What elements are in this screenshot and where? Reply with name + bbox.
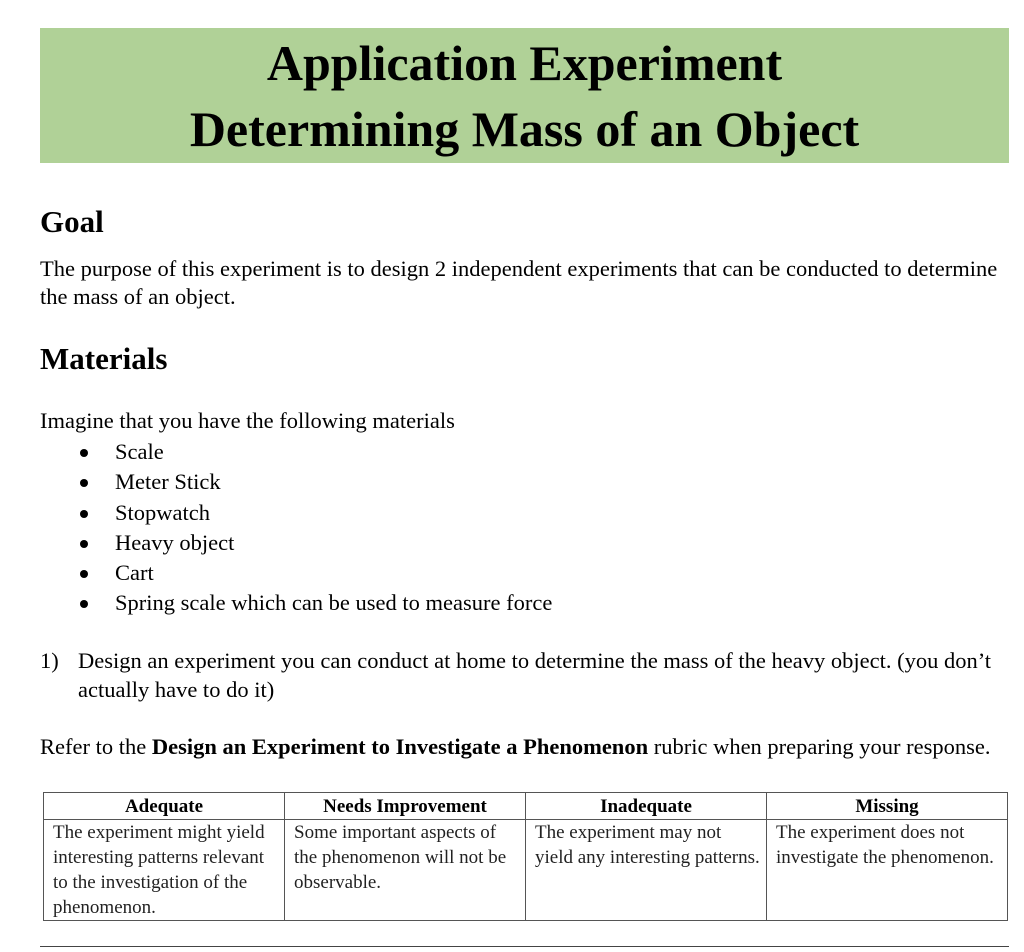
list-item [40,558,552,588]
title-line-1: Application Experiment [266,35,783,91]
question-number: 1) [40,648,59,673]
bottom-rule [40,946,1009,947]
materials-heading: Materials [40,341,168,376]
list-item [40,467,552,497]
cell-inadequate: The experiment may not yield any interesting patterns. [526,820,767,921]
bullet-icon [80,600,88,608]
rubric-note [40,733,1005,761]
rubric-note-suffix: rubric when preparing your response. [648,734,991,759]
title-banner [40,28,1009,163]
header-needs-improvement: Needs Improvement [285,793,526,820]
rubric-note-prefix: Refer to the [40,734,152,759]
bullet-icon [80,540,88,548]
materials-list [40,437,552,619]
table-row [44,820,1008,921]
table-header-row [44,793,1008,820]
cell-missing: The experiment does not investigate the phenomenon. [767,820,1008,921]
goal-heading: Goal [40,204,104,239]
list-item [40,528,552,558]
material-label: Stopwatch [115,499,210,525]
cell-adequate: The experiment might yield interesting patterns relevant to the investigation of the phenomenon. [44,820,285,921]
header-adequate: Adequate [44,793,285,820]
bullet-icon [80,570,88,578]
bullet-icon [80,479,88,487]
material-label: Cart [115,560,154,586]
bullet-icon [80,510,88,518]
bullet-icon [80,449,88,457]
cell-needs-improvement: Some important aspects of the phenomenon will not be observable. [285,820,526,921]
material-label: Meter Stick [115,469,221,495]
materials-intro: Imagine that you have the following materials [40,408,455,433]
list-item [40,437,552,467]
list-item [40,498,552,528]
rubric-table [43,792,1008,921]
goal-text: The purpose of this experiment is to design 2 independent experiments that can be conducted to determine the mass of an object. [40,256,998,309]
header-missing: Missing [767,793,1008,820]
material-label: Spring scale which can be used to measure force [115,590,553,616]
material-label: Scale [115,439,164,464]
title-line-2: Determining Mass of an Object [189,101,860,157]
list-item [40,588,552,618]
question-text: Design an experiment you can conduct at home to determine the mass of the heavy object. (you don’t actually have to do it) [78,648,992,702]
question-1 [40,647,1005,704]
rubric-name: Design an Experiment to Investigate a Phenomenon [151,734,649,759]
material-label: Heavy object [115,529,235,555]
header-inadequate: Inadequate [526,793,767,820]
